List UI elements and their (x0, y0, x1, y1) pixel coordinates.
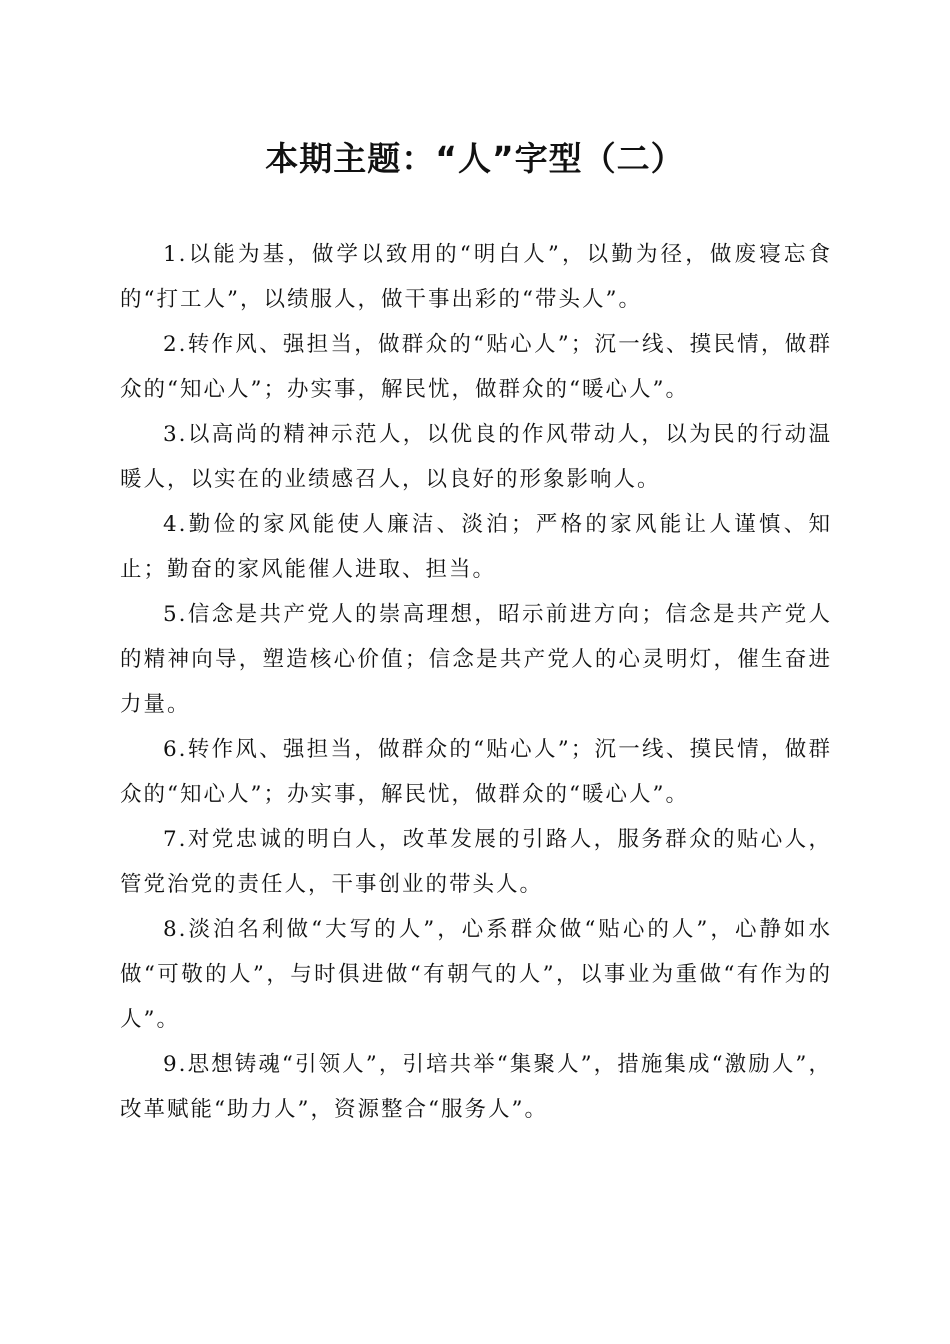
paragraph-5: 5.信念是共产党人的崇高理想，昭示前进方向；信念是共产党人的精神向导，塑造核心价值；信念是共产党人的心灵明灯，催生奋进力量。 (120, 602, 832, 717)
document-body (120, 232, 832, 1132)
paragraph-1: 1.以能为基，做学以致用的“明白人”，以勤为径，做废寝忘食的“打工人”，以绩服人，做干事出彩的“带头人”。 (120, 242, 832, 312)
paragraph-3: 3.以高尚的精神示范人，以优良的作风带动人，以为民的行动温暖人，以实在的业绩感召人，以良好的形象影响人。 (120, 422, 832, 492)
paragraph-6: 6.转作风、强担当，做群众的“贴心人”；沉一线、摸民情，做群众的“知心人”；办实事，解民忧，做群众的“暖心人”。 (120, 737, 832, 807)
paragraph-4: 4.勤俭的家风能使人廉洁、淡泊；严格的家风能让人谨慎、知止；勤奋的家风能催人进取、担当。 (120, 512, 832, 582)
paragraph-9: 9.思想铸魂“引领人”，引培共举“集聚人”，措施集成“激励人”，改革赋能“助力人”，资源整合“服务人”。 (120, 1052, 832, 1122)
paragraph-8: 8.淡泊名利做“大写的人”，心系群众做“贴心的人”，心静如水做“可敬的人”，与时俱进做“有朝气的人”，以事业为重做“有作为的人”。 (120, 917, 832, 1032)
page-title: 本期主题：“人”字型（二） (265, 139, 685, 178)
paragraph-7: 7.对党忠诚的明白人，改革发展的引路人，服务群众的贴心人，管党治党的责任人，干事创业的带头人。 (120, 827, 832, 897)
paragraph-2: 2.转作风、强担当，做群众的“贴心人”；沉一线、摸民情，做群众的“知心人”；办实事，解民忧，做群众的“暖心人”。 (120, 332, 832, 402)
